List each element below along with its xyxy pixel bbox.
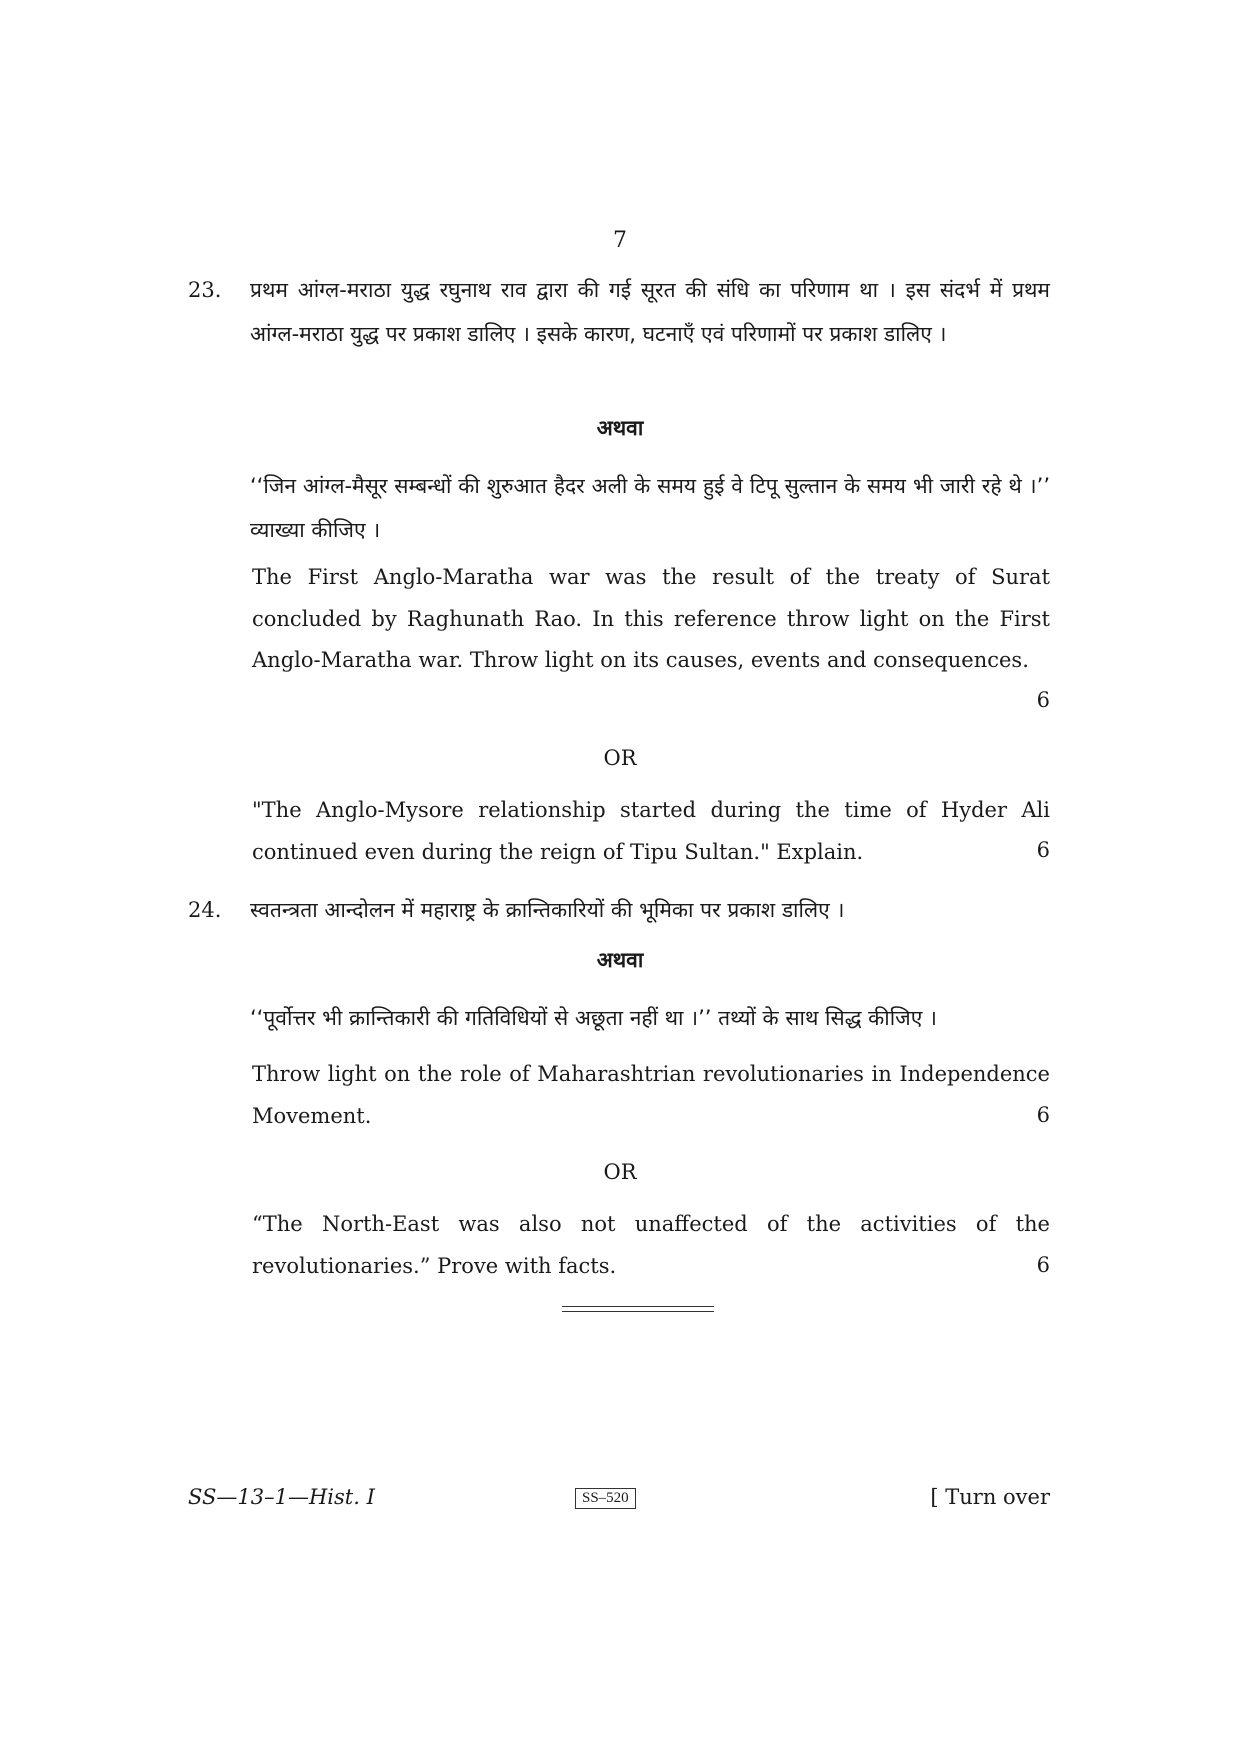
end-rule-top [562, 1306, 714, 1307]
turn-over-note: [ Turn over [930, 1485, 1050, 1509]
or-label-hindi: अथवा [596, 948, 644, 972]
question-number: 23. [188, 278, 222, 302]
question-text-english: The First Anglo-Maratha war was the result of the treaty of Surat concluded by Raghunath Rao. In this reference throw light on the First Anglo-Maratha war. Throw light on its causes, events and consequences. [252, 565, 1050, 672]
alternative-text-hindi: ‘‘पूर्वोत्तर भी क्रान्तिकारी की गतिविधियों से अछूता नहीं था ।’’ तथ्यों के साथ सिद्ध कीजिए । [250, 1006, 937, 1030]
paper-code: SS—13–1—Hist. I [188, 1485, 375, 1509]
marks: 6 [1036, 1253, 1050, 1277]
or-label-english: OR [603, 746, 637, 770]
question-text-english: Throw light on the role of Maharashtrian revolutionaries in Independence Movement. [252, 1062, 1050, 1128]
alternative-text-english: "The Anglo-Mysore relationship started during the time of Hyder Ali continued even during the reign of Tipu Sultan." Explain. [252, 798, 1050, 864]
marks: 6 [1036, 1103, 1050, 1127]
or-label-hindi: अथवा [596, 416, 644, 440]
question-number: 24. [188, 898, 222, 922]
page-number: 7 [613, 228, 627, 253]
alternative-text-hindi: ‘‘जिन आंग्ल-मैसूर सम्बन्धों की शुरुआत हैदर अली के समय हुई वे टिपू सुल्तान के समय भी जारी रहे थे ।’’ व्याख्या कीजिए । [250, 474, 1050, 542]
question-text-hindi: प्रथम आंग्ल-मराठा युद्ध रघुनाथ राव द्वारा की गई सूरत की संधि का परिणाम था । इस संदर्भ में प्रथम आंग्ल-मराठा युद्ध पर प्रकाश डालिए । इसके कारण, घटनाएँ एवं परिणामों पर प्रकाश डालिए । [250, 278, 1050, 346]
marks: 6 [1036, 838, 1050, 862]
or-label-english: OR [603, 1160, 637, 1184]
booklet-code: SS–520 [575, 1488, 636, 1509]
question-text-hindi: स्वतन्त्रता आन्दोलन में महाराष्ट्र के क्रान्तिकारियों की भूमिका पर प्रकाश डालिए । [250, 898, 845, 922]
end-rule-bottom [562, 1311, 714, 1312]
marks: 6 [1036, 688, 1050, 712]
alternative-text-english: “The North-East was also not unaffected of the activities of the revolutionaries.” Prove with facts. [252, 1212, 1050, 1278]
